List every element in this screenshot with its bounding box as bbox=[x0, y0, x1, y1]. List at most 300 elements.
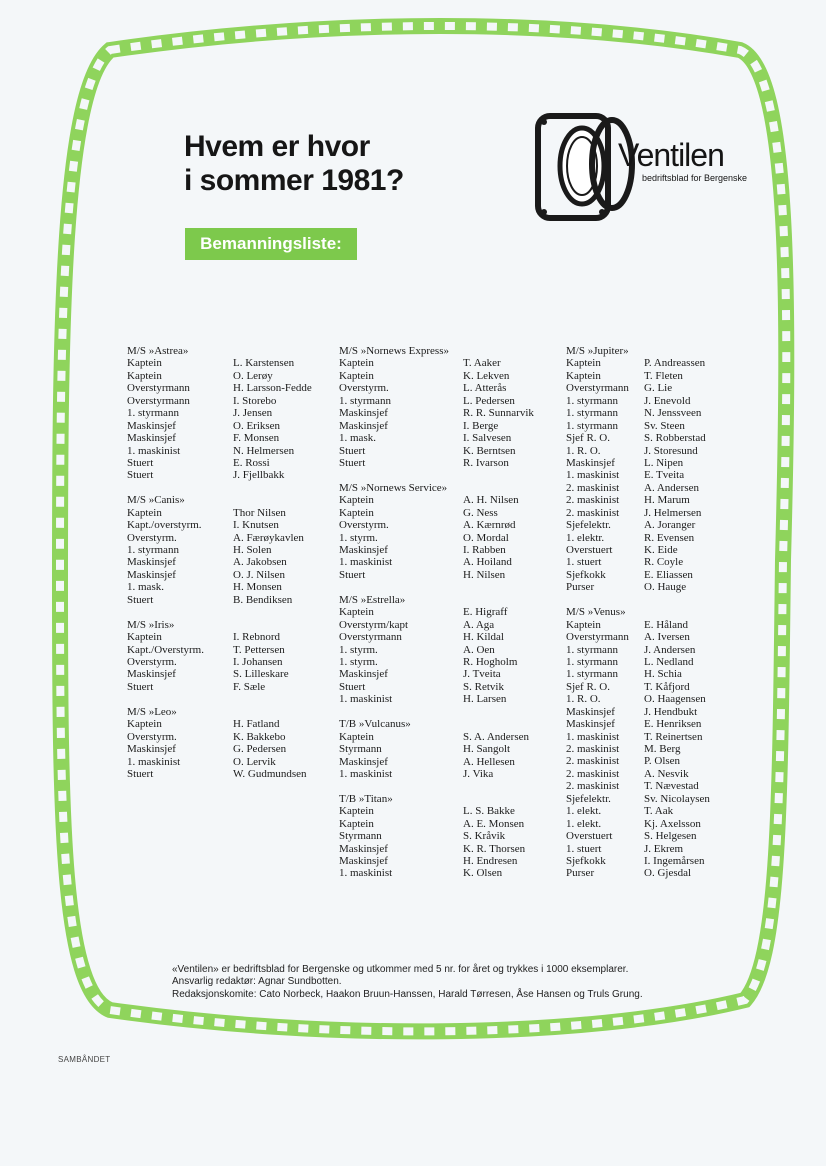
crew-person: J. Vika bbox=[463, 767, 494, 780]
crew-person: A. Færøykavlen bbox=[233, 531, 304, 544]
crew-person: E. Eliassen bbox=[644, 568, 693, 581]
crew-row bbox=[127, 593, 293, 606]
crew-person: N. Helmersen bbox=[233, 444, 295, 457]
crew-person: O. Mordal bbox=[463, 531, 509, 544]
crew-role: Kaptein bbox=[339, 606, 374, 619]
crew-person: H. Larsson-Fedde bbox=[233, 382, 312, 395]
crew-role: Stuert bbox=[339, 568, 366, 581]
crew-row bbox=[566, 444, 698, 457]
crew-row bbox=[339, 655, 518, 668]
crew-row bbox=[566, 830, 697, 843]
crew-row bbox=[127, 655, 283, 668]
crew-person: I. Storebo bbox=[233, 394, 277, 407]
crew-row bbox=[339, 606, 508, 619]
crew-role: Overstuert bbox=[566, 544, 613, 557]
crew-row bbox=[339, 855, 518, 868]
crew-person: O. Hauge bbox=[644, 581, 687, 594]
crew-role: Overstyrm. bbox=[127, 655, 177, 668]
colophon-line-2: Ansvarlig redaktør: Agnar Sundbotten. bbox=[172, 976, 342, 988]
crew-role: Overstuert bbox=[566, 830, 613, 843]
crew-row bbox=[339, 817, 525, 830]
crew-person: M. Berg bbox=[644, 743, 681, 756]
crew-row bbox=[339, 842, 526, 855]
ship-name: M/S »Iris» bbox=[127, 618, 175, 631]
crew-role: Kaptein bbox=[339, 494, 374, 507]
crew-role: 1. maskinist bbox=[339, 867, 393, 880]
crew-person: F. Monsen bbox=[233, 432, 280, 445]
page-label: SAMBÅNDET bbox=[58, 1055, 111, 1064]
crew-role: Maskinsjef bbox=[339, 755, 388, 768]
crew-row bbox=[339, 693, 507, 706]
crew-row bbox=[339, 444, 516, 457]
crew-person: I. Ingemårsen bbox=[644, 854, 705, 867]
crew-person: S. Lilleskare bbox=[233, 668, 289, 681]
crew-role: Maskinsjef bbox=[566, 705, 615, 718]
crew-role: Maskinsjef bbox=[339, 668, 388, 681]
ship-name: T/B »Titan» bbox=[339, 792, 393, 805]
crew-row bbox=[566, 494, 690, 507]
crew-role: Kaptein bbox=[127, 631, 162, 644]
ship-block bbox=[339, 792, 526, 880]
crew-role: 1. maskinist bbox=[566, 469, 620, 482]
crew-row bbox=[339, 556, 512, 569]
crew-row bbox=[127, 568, 285, 581]
crew-row bbox=[566, 680, 690, 693]
crew-role: Maskinsjef bbox=[127, 743, 176, 756]
crew-row bbox=[566, 693, 706, 706]
crew-row bbox=[127, 519, 279, 532]
crew-role: 1. styrmann bbox=[566, 655, 618, 668]
crew-row bbox=[566, 544, 678, 557]
crew-row bbox=[566, 394, 691, 407]
crew-role: Stuert bbox=[339, 444, 366, 457]
crew-row bbox=[566, 407, 702, 420]
crew-role: Stuert bbox=[127, 456, 154, 469]
ship-name: M/S »Nornews Express» bbox=[339, 345, 449, 357]
crew-role: 2. maskinist bbox=[566, 767, 620, 780]
crew-role: 1. styrmann bbox=[566, 407, 618, 420]
crew-role: Maskinsjef bbox=[339, 842, 388, 855]
crew-row bbox=[127, 581, 282, 594]
crew-row bbox=[566, 631, 690, 644]
crew-row bbox=[566, 730, 703, 743]
crew-person: R. Evensen bbox=[644, 531, 695, 544]
crew-row bbox=[566, 519, 696, 532]
crew-row bbox=[339, 432, 512, 445]
title-line-2: i sommer 1981? bbox=[184, 164, 404, 197]
crew-role: 1. maskinist bbox=[566, 730, 620, 743]
crew-row bbox=[339, 668, 501, 681]
crew-person: P. Olsen bbox=[644, 755, 681, 768]
crew-row bbox=[127, 531, 304, 544]
crew-role: 2. maskinist bbox=[566, 506, 620, 519]
crew-person: A. Iversen bbox=[644, 631, 690, 644]
crew-role: Kaptein bbox=[127, 718, 162, 731]
crew-person: T. Kåfjord bbox=[644, 680, 690, 693]
crew-role: Purser bbox=[566, 867, 595, 880]
crew-role: Maskinsjef bbox=[339, 855, 388, 868]
crew-person: R. Hogholm bbox=[463, 655, 518, 668]
crew-person: E. Henriksen bbox=[644, 718, 702, 731]
crew-column-3 bbox=[566, 345, 710, 892]
crew-column-2 bbox=[339, 345, 534, 892]
crew-person: J. Andersen bbox=[644, 643, 696, 656]
crew-person: L. Karstensen bbox=[233, 357, 295, 370]
crew-person: L. S. Bakke bbox=[463, 805, 515, 818]
crew-person: T. Nævestad bbox=[644, 780, 699, 793]
crew-role: 1. maskinist bbox=[127, 755, 181, 768]
crew-row bbox=[339, 544, 506, 557]
crew-role: Overstyrm. bbox=[339, 519, 389, 532]
crew-role: Kaptein bbox=[127, 506, 162, 519]
crew-role: Kaptein bbox=[566, 618, 601, 631]
crew-role: Maskinsjef bbox=[339, 419, 388, 432]
crew-role: Kaptein bbox=[127, 369, 162, 382]
logo-tagline: bedriftsblad for Bergenske bbox=[642, 173, 748, 183]
crew-person: I. Rabben bbox=[463, 544, 506, 557]
crew-row bbox=[566, 456, 684, 469]
crew-role: 1. elekt. bbox=[566, 817, 602, 830]
crew-role: 2. maskinist bbox=[566, 755, 620, 768]
crew-role: Overstyrm. bbox=[339, 382, 389, 395]
crew-person: H. Solen bbox=[233, 544, 272, 557]
crew-person: G. Ness bbox=[463, 506, 498, 519]
crew-row bbox=[566, 655, 694, 668]
crew-row bbox=[566, 755, 681, 768]
crew-role: 2. maskinist bbox=[566, 494, 620, 507]
crew-row bbox=[339, 830, 506, 843]
crew-row bbox=[127, 767, 307, 780]
section-badge: Bemanningsliste: bbox=[185, 228, 357, 260]
crew-person: K. Olsen bbox=[463, 867, 503, 880]
ship-block bbox=[339, 345, 534, 469]
crew-person: A. Jakobsen bbox=[233, 556, 287, 569]
ship-name: M/S »Estrella» bbox=[339, 593, 406, 606]
crew-role: Maskinsjef bbox=[127, 432, 176, 445]
crew-row bbox=[566, 767, 689, 780]
crew-person: A. Aga bbox=[463, 618, 495, 631]
crew-role: 2. maskinist bbox=[566, 780, 620, 793]
crew-person: T. Aaker bbox=[463, 357, 501, 370]
crew-person: H. Sangolt bbox=[463, 743, 511, 756]
crew-role: Overstyrm. bbox=[127, 531, 177, 544]
crew-row bbox=[127, 394, 277, 407]
crew-role: Kapt./overstyrm. bbox=[127, 519, 202, 532]
crew-role: Maskinsjef bbox=[127, 556, 176, 569]
ship-block bbox=[127, 618, 289, 694]
crew-role: 1. styrm. bbox=[339, 531, 378, 544]
crew-person: J. Jensen bbox=[233, 407, 273, 420]
crew-person: O. Haagensen bbox=[644, 693, 706, 706]
crew-role: Sjefkokk bbox=[566, 854, 606, 867]
crew-person: H. Schia bbox=[644, 668, 682, 681]
crew-person: P. Andreassen bbox=[644, 357, 706, 370]
crew-person: J. Fjellbakk bbox=[233, 469, 285, 482]
crew-person: E. Higraff bbox=[463, 606, 508, 619]
crew-row bbox=[339, 394, 515, 407]
crew-person: R. R. Sunnarvik bbox=[463, 407, 534, 420]
crew-row bbox=[127, 357, 295, 370]
crew-role: Kaptein bbox=[339, 369, 374, 382]
crew-role: 1. stuert bbox=[566, 556, 602, 569]
ship-block bbox=[127, 705, 307, 781]
crew-person: L. Nedland bbox=[644, 655, 694, 668]
crew-role: 2. maskinist bbox=[566, 481, 620, 494]
crew-row bbox=[127, 743, 287, 756]
crew-role: 1. elekt. bbox=[566, 805, 602, 818]
crew-person: K. R. Thorsen bbox=[463, 842, 526, 855]
crew-role: Overstyrmann bbox=[339, 631, 402, 644]
crew-row bbox=[127, 730, 286, 743]
crew-row bbox=[566, 432, 706, 445]
crew-role: Maskinsjef bbox=[127, 668, 176, 681]
crew-role: 1. styrmann bbox=[566, 419, 618, 432]
crew-person: I. Salvesen bbox=[463, 432, 512, 445]
crew-role: Sjefelektr. bbox=[566, 792, 611, 805]
crew-person: J. Enevold bbox=[644, 394, 691, 407]
crew-role: Stuert bbox=[127, 593, 154, 606]
crew-row bbox=[566, 419, 685, 432]
crew-row bbox=[566, 531, 695, 544]
crew-row bbox=[339, 568, 506, 581]
crew-row bbox=[339, 867, 503, 880]
crew-row bbox=[566, 469, 685, 482]
crew-person: H. Marum bbox=[644, 494, 690, 507]
crew-row bbox=[339, 382, 507, 395]
crew-row bbox=[127, 407, 273, 420]
crew-role: Stuert bbox=[127, 767, 154, 780]
crew-row bbox=[127, 680, 266, 693]
crew-row bbox=[339, 357, 501, 370]
crew-row bbox=[339, 805, 515, 818]
crew-role: 1. styrmann bbox=[566, 394, 618, 407]
crew-role: 1. R. O. bbox=[566, 444, 601, 457]
ship-block bbox=[127, 345, 312, 482]
crew-role: Overstyrm. bbox=[127, 730, 177, 743]
crew-role: Kaptein bbox=[339, 730, 374, 743]
crew-person: H. Nilsen bbox=[463, 568, 506, 581]
crew-row bbox=[127, 718, 280, 731]
crew-role: 1. maskinist bbox=[339, 556, 393, 569]
crew-person: K. Berntsen bbox=[463, 444, 516, 457]
crew-role: 1. stuert bbox=[566, 842, 602, 855]
crew-row bbox=[566, 581, 687, 594]
ship-name: T/B »Vulcanus» bbox=[339, 718, 411, 731]
crew-role: Kapt./Overstyrm. bbox=[127, 643, 204, 656]
crew-person: O. Gjesdal bbox=[644, 867, 692, 880]
crew-role: Kaptein bbox=[339, 357, 374, 370]
ship-name: M/S »Nornews Service» bbox=[339, 481, 448, 494]
crew-row bbox=[339, 680, 504, 693]
crew-row bbox=[339, 631, 504, 644]
crew-person: I. Rebnord bbox=[233, 631, 281, 644]
crew-role: 1. elektr. bbox=[566, 531, 605, 544]
crew-row bbox=[127, 382, 312, 395]
crew-row bbox=[566, 792, 710, 805]
crew-row bbox=[566, 805, 674, 818]
crew-role: Stuert bbox=[339, 456, 366, 469]
crew-role: 1. styrmann bbox=[566, 643, 618, 656]
ship-block bbox=[339, 481, 519, 582]
crew-person: O. Lerøy bbox=[233, 369, 273, 382]
crew-row bbox=[566, 780, 699, 793]
crew-row bbox=[566, 556, 684, 569]
crew-role: Sjef R. O. bbox=[566, 680, 610, 693]
crew-role: Stuert bbox=[339, 680, 366, 693]
crew-person: J. Tveita bbox=[463, 668, 501, 681]
crew-role: 1. styrmann bbox=[566, 668, 618, 681]
crew-row bbox=[127, 556, 287, 569]
crew-row bbox=[566, 369, 683, 382]
crew-row bbox=[566, 568, 693, 581]
crew-row bbox=[566, 618, 688, 631]
crew-row bbox=[566, 668, 682, 681]
crew-row bbox=[127, 631, 281, 644]
crew-person: B. Bendiksen bbox=[233, 593, 293, 606]
crew-role: 1. styrmann bbox=[127, 407, 179, 420]
crew-row bbox=[339, 369, 510, 382]
crew-role: 1. maskinist bbox=[339, 767, 393, 780]
crew-role: Maskinsjef bbox=[127, 568, 176, 581]
title-line-1: Hvem er hvor bbox=[184, 130, 370, 163]
crew-role: Styrmann bbox=[339, 830, 382, 843]
crew-row bbox=[339, 755, 515, 768]
crew-person: H. Fatland bbox=[233, 718, 280, 731]
ship-name: M/S »Jupiter» bbox=[566, 345, 629, 357]
crew-person: N. Jenssveen bbox=[644, 407, 702, 420]
ship-name: M/S »Leo» bbox=[127, 705, 177, 718]
crew-role: Maskinsjef bbox=[566, 456, 615, 469]
ship-name: M/S »Venus» bbox=[566, 606, 626, 619]
crew-role: Overstyrmann bbox=[127, 394, 190, 407]
crew-person: Kj. Axelsson bbox=[644, 817, 701, 830]
crew-role: Overstyrmann bbox=[127, 382, 190, 395]
crew-person: L. Pedersen bbox=[463, 394, 515, 407]
crew-person: S. A. Andersen bbox=[463, 730, 529, 743]
crew-role: Kaptein bbox=[339, 817, 374, 830]
crew-role: Maskinsjef bbox=[566, 718, 615, 731]
crew-role: 1. styrm. bbox=[339, 643, 378, 656]
crew-person: E. Rossi bbox=[233, 456, 270, 469]
crew-person: K. Lekven bbox=[463, 369, 510, 382]
crew-person: E. Tveita bbox=[644, 469, 685, 482]
crew-row bbox=[566, 705, 698, 718]
crew-role: Maskinsjef bbox=[127, 419, 176, 432]
crew-role: Kaptein bbox=[566, 357, 601, 370]
crew-person: W. Gudmundsen bbox=[233, 767, 307, 780]
crew-person: Sv. Steen bbox=[644, 419, 685, 432]
crew-row bbox=[127, 432, 280, 445]
crew-person: A. Oen bbox=[463, 643, 495, 656]
colophon-line-1: «Ventilen» er bedriftsblad for Bergenske og utkommer med 5 nr. for året og trykkes i 1000 eksemplarer. bbox=[172, 964, 629, 975]
crew-person: A. H. Nilsen bbox=[463, 494, 519, 507]
crew-row bbox=[127, 668, 289, 681]
crew-row bbox=[339, 730, 529, 743]
crew-row bbox=[339, 456, 509, 469]
crew-person: H. Kildal bbox=[463, 631, 504, 644]
crew-person: S. Helgesen bbox=[644, 830, 697, 843]
crew-role: Stuert bbox=[127, 469, 154, 482]
crew-row bbox=[127, 544, 272, 557]
ship-block bbox=[127, 494, 304, 606]
crew-person: J. Ekrem bbox=[644, 842, 684, 855]
crew-role: Kaptein bbox=[127, 357, 162, 370]
crew-person: T. Reinertsen bbox=[644, 730, 703, 743]
crew-row bbox=[339, 494, 519, 507]
crew-person: J. Hendbukt bbox=[644, 705, 698, 718]
crew-person: G. Lie bbox=[644, 382, 673, 395]
crew-role: Kaptein bbox=[566, 369, 601, 382]
crew-person: R. Coyle bbox=[644, 556, 684, 569]
crew-person: F. Sæle bbox=[233, 680, 266, 693]
crew-person: I. Knutsen bbox=[233, 519, 279, 532]
crew-person: A. Kærnrød bbox=[463, 519, 516, 532]
crew-role: 2. maskinist bbox=[566, 743, 620, 756]
crew-role: Kaptein bbox=[339, 805, 374, 818]
ship-block bbox=[566, 606, 710, 880]
crew-person: T. Pettersen bbox=[233, 643, 285, 656]
crew-role: Maskinsjef bbox=[339, 407, 388, 420]
crew-role: Styrmann bbox=[339, 743, 382, 756]
ventilen-logo bbox=[530, 108, 780, 228]
crew-row bbox=[566, 382, 673, 395]
crew-row bbox=[566, 867, 692, 880]
crew-row bbox=[339, 618, 495, 631]
crew-role: Kaptein bbox=[339, 506, 374, 519]
crew-row bbox=[566, 743, 681, 756]
crew-role: Sjefkokk bbox=[566, 568, 606, 581]
ship-block bbox=[339, 593, 518, 706]
crew-row bbox=[339, 506, 498, 519]
crew-person: O. Lervik bbox=[233, 755, 276, 768]
crew-row bbox=[127, 369, 273, 382]
crew-row bbox=[127, 506, 286, 519]
crew-person: T. Fleten bbox=[644, 369, 683, 382]
crew-person: S. Kråvik bbox=[463, 830, 506, 843]
crew-role: 1. styrm. bbox=[339, 655, 378, 668]
ship-name: M/S »Canis» bbox=[127, 494, 185, 507]
crew-role: Overstyrm/kapt bbox=[339, 618, 409, 631]
crew-role: 1. maskinist bbox=[339, 693, 393, 706]
crew-person: G. Pedersen bbox=[233, 743, 287, 756]
crew-row bbox=[566, 481, 699, 494]
colophon-line-3: Redaksjonskomite: Cato Norbeck, Haakon Bruun-Hanssen, Harald Tørresen, Åse Hansen og Truls Grung. bbox=[172, 988, 643, 1000]
crew-row bbox=[566, 854, 705, 867]
ship-block bbox=[339, 718, 529, 780]
crew-row bbox=[566, 842, 684, 855]
crew-role: 1. styrmann bbox=[127, 544, 179, 557]
crew-row bbox=[339, 767, 494, 780]
crew-person: O. Eriksen bbox=[233, 419, 281, 432]
crew-row bbox=[339, 407, 534, 420]
crew-role: Overstyrmann bbox=[566, 631, 629, 644]
crew-person: A. E. Monsen bbox=[463, 817, 525, 830]
crew-person: T. Aak bbox=[644, 805, 674, 818]
crew-role: Sjefelektr. bbox=[566, 519, 611, 532]
crew-person: I. Berge bbox=[463, 419, 499, 432]
crew-person: A. Joranger bbox=[644, 519, 696, 532]
crew-role: Stuert bbox=[127, 680, 154, 693]
crew-person: H. Larsen bbox=[463, 693, 507, 706]
crew-person: A. Andersen bbox=[644, 481, 699, 494]
crew-role: Maskinsjef bbox=[339, 544, 388, 557]
crew-role: Sjef R. O. bbox=[566, 432, 610, 445]
crew-row bbox=[566, 643, 696, 656]
crew-person: I. Johansen bbox=[233, 655, 283, 668]
crew-person: S. Retvik bbox=[463, 680, 504, 693]
crew-person: L. Nipen bbox=[644, 456, 684, 469]
crew-person: H. Endresen bbox=[463, 855, 518, 868]
